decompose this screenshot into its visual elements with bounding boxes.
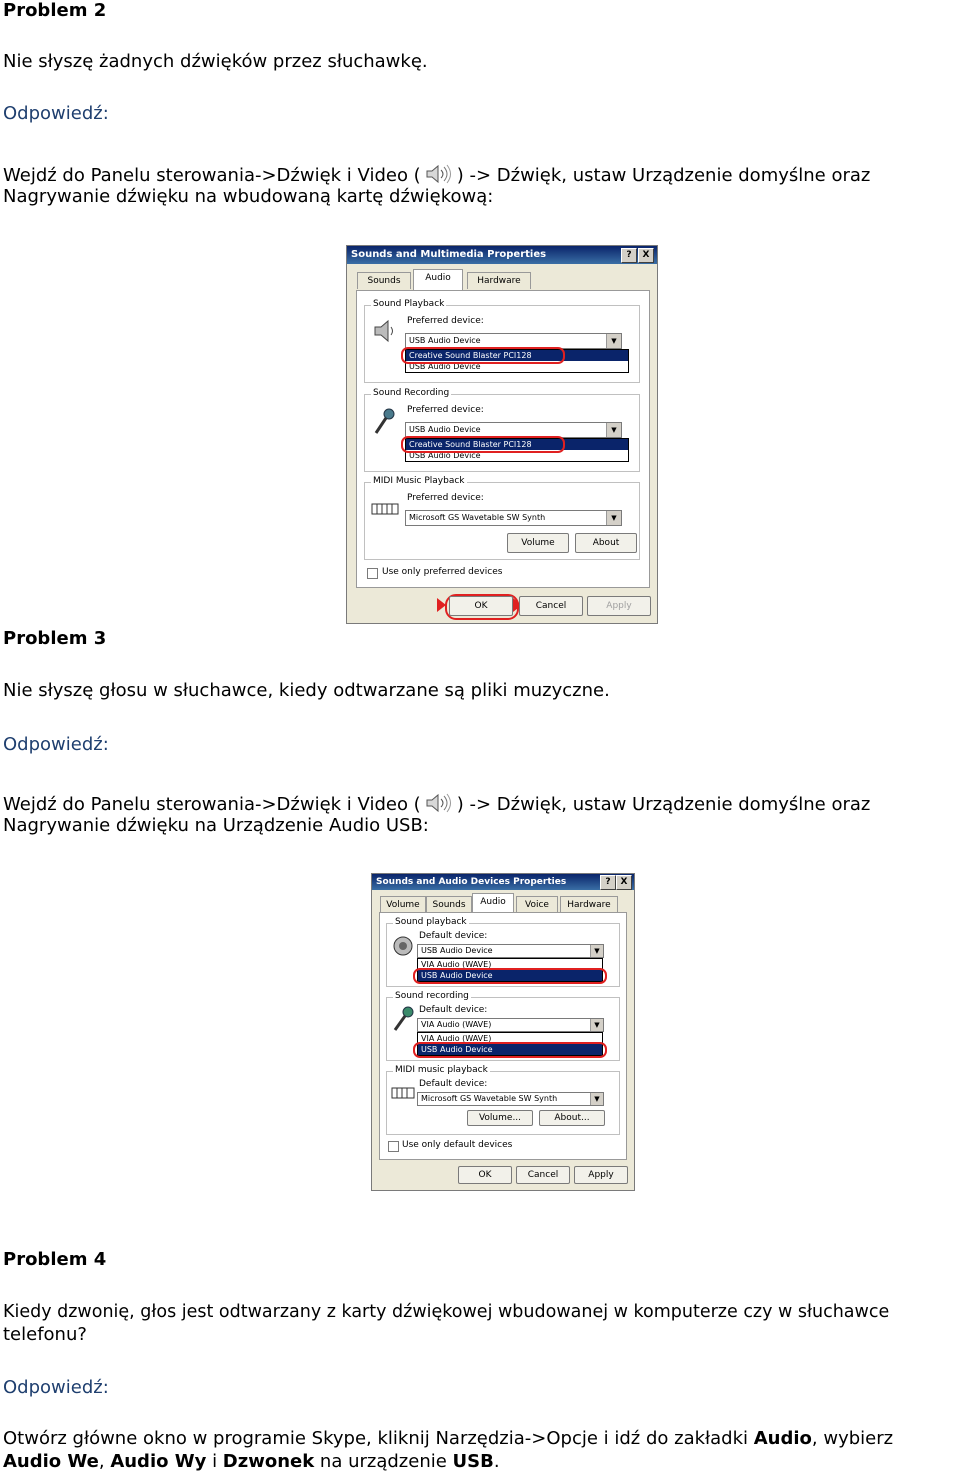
speaker-icon [391,934,415,958]
problem-2-instruction-line-2: Nagrywanie dźwięku na wbudowaną kartę dźwiękową: [3,186,494,207]
keyboard-icon [371,501,399,517]
audio-tab-panel [356,290,650,588]
tab-strip [357,272,647,290]
midi-playback-label: MIDI music playback [395,1065,488,1075]
audio-tab-name: Audio [753,1428,812,1449]
speaker-icon [421,792,457,814]
preferred-device-label: Preferred device: [407,493,484,503]
separator-text: i [206,1451,223,1472]
default-device-label: Default device: [419,931,488,941]
recording-selected: USB Audio Device [409,425,481,434]
separator-text: na urządzenie [314,1451,453,1472]
sound-playback-group [386,917,620,987]
use-only-checkbox[interactable] [388,1141,399,1152]
keyboard-icon [391,1086,415,1100]
close-button[interactable]: X [616,875,632,890]
playback-option[interactable]: Creative Sound Blaster PCI128 [406,350,628,361]
speaker-icon [371,318,397,344]
tab-audio[interactable]: Audio [472,893,514,914]
highlight-ring [413,968,607,984]
tab-hardware[interactable]: Hardware [467,272,531,289]
instruction-text-a: Wejdź do Panelu sterowania->Dźwięk i Video ( [3,165,421,186]
sound-recording-label: Sound recording [395,991,469,1001]
chevron-down-icon[interactable]: ▼ [590,1093,603,1105]
sound-playback-label: Sound playback [395,917,467,927]
volume-button[interactable]: Volume... [467,1110,533,1126]
chevron-down-icon[interactable]: ▼ [606,423,621,437]
preferred-device-label: Preferred device: [407,405,484,415]
playback-selected: USB Audio Device [421,946,493,955]
midi-playback-label: MIDI Music Playback [373,476,465,486]
dialog-title-bar [372,874,634,890]
problem-2-answer-label: Odpowiedź: [3,103,109,124]
apply-button[interactable]: Apply [574,1166,628,1184]
audio-out-name: Audio Wy [110,1451,207,1472]
midi-device-select[interactable] [417,1092,604,1106]
microphone-icon [371,407,397,437]
problem-4-answer-line-1 [3,1428,893,1450]
playback-option[interactable]: VIA Audio (WAVE) [421,960,492,969]
usb-name: USB [452,1451,494,1472]
problem-4-question-line-2: telefonu? [3,1324,87,1345]
ok-button[interactable]: OK [458,1166,512,1184]
chevron-down-icon[interactable]: ▼ [606,511,621,525]
sound-recording-group [364,388,640,472]
midi-playback-group [364,476,640,560]
problem-4-question-line-1: Kiedy dzwonię, głos jest odtwarzany z karty dźwiękowej wbudowanej w komputerze czy w słuchawce [3,1302,890,1322]
instruction-text-b: ) -> Dźwięk, ustaw Urządzenie domyślne oraz [456,165,871,186]
tab-hardware[interactable]: Hardware [560,896,618,913]
recording-option[interactable]: USB Audio Device [418,1044,602,1055]
default-device-label: Default device: [419,1005,488,1015]
close-button[interactable]: X [638,248,654,263]
microphone-icon [391,1006,415,1034]
chevron-down-icon[interactable]: ▼ [606,334,621,348]
dialog-title: Sounds and Audio Devices Properties [376,877,567,887]
ok-button[interactable]: OK [449,596,513,616]
use-only-label: Use only preferred devices [382,567,503,577]
apply-button[interactable]: Apply [587,596,651,616]
use-only-label: Use only default devices [402,1140,513,1150]
cancel-button[interactable]: Cancel [516,1166,570,1184]
problem-3-instruction-line-2: Nagrywanie dźwięku na Urządzenie Audio USB: [3,815,429,836]
problem-2-instruction-line-1 [3,163,870,187]
problem-3-heading: Problem 3 [3,628,107,649]
tab-audio[interactable]: Audio [413,269,463,290]
playback-device-select[interactable] [417,944,604,958]
about-button[interactable]: About [575,533,637,553]
volume-button[interactable]: Volume [507,533,569,553]
recording-option[interactable]: Creative Sound Blaster PCI128 [406,439,628,450]
audio-in-name: Audio We [3,1451,99,1472]
playback-option[interactable]: USB Audio Device [409,362,481,371]
sounds-multimedia-properties-screenshot [346,245,658,624]
highlight-ring [401,347,565,364]
help-button[interactable]: ? [600,875,616,890]
preferred-device-label: Preferred device: [407,316,484,326]
dialog-title: Sounds and Multimedia Properties [351,249,547,260]
problem-3-instruction-line-1 [3,792,870,816]
problem-4-answer-label: Odpowiedź: [3,1377,109,1398]
chevron-down-icon[interactable]: ▼ [590,945,603,957]
sound-playback-label: Sound Playback [373,299,445,309]
answer-text: , wybierz [811,1428,894,1449]
about-button[interactable]: About... [539,1110,605,1126]
midi-selected: Microsoft GS Wavetable SW Synth [421,1094,558,1103]
problem-3-answer-label: Odpowiedź: [3,734,109,755]
sound-playback-group [364,299,640,383]
recording-option[interactable]: USB Audio Device [409,451,481,460]
tab-sounds[interactable]: Sounds [426,896,472,913]
tab-volume[interactable]: Volume [380,896,426,913]
recording-option[interactable]: VIA Audio (WAVE) [421,1034,492,1043]
sounds-audio-devices-properties-screenshot [371,873,635,1191]
problem-2-question: Nie słyszę żadnych dźwięków przez słuchawkę. [3,51,428,72]
midi-selected: Microsoft GS Wavetable SW Synth [409,513,546,522]
problem-2-heading: Problem 2 [3,0,107,21]
recording-device-select[interactable] [417,1018,604,1032]
dialog-title-bar [347,246,657,264]
cancel-button[interactable]: Cancel [519,596,583,616]
default-device-label: Default device: [419,1079,488,1089]
instruction-text-b: ) -> Dźwięk, ustaw Urządzenie domyślne oraz [456,794,871,815]
sound-recording-label: Sound Recording [373,388,450,398]
help-button[interactable]: ? [621,248,637,263]
tab-sounds[interactable]: Sounds [357,272,411,289]
chevron-down-icon[interactable]: ▼ [590,1019,603,1031]
sound-recording-group [386,991,620,1061]
problem-4-answer-line-2 [3,1451,500,1473]
playback-option[interactable]: USB Audio Device [418,970,602,981]
highlight-ring [401,436,565,453]
speaker-icon [421,163,457,185]
playback-selected: USB Audio Device [409,336,481,345]
answer-text: Otwórz główne okno w programie Skype, kliknij Narzędzia->Opcje i idź do zakładki [3,1428,754,1449]
midi-device-select[interactable] [405,510,622,526]
recording-selected: VIA Audio (WAVE) [421,1020,492,1029]
problem-3-question: Nie słyszę głosu w słuchawce, kiedy odtwarzane są pliki muzyczne. [3,680,610,701]
problem-4-heading: Problem 4 [3,1249,107,1270]
tab-voice[interactable]: Voice [516,896,558,913]
audio-tab-panel [379,912,627,1160]
use-only-checkbox[interactable] [367,568,378,579]
ringtone-name: Dzwonek [222,1451,315,1472]
instruction-text-a: Wejdź do Panelu sterowania->Dźwięk i Video ( [3,794,421,815]
midi-playback-group [386,1065,620,1135]
separator-text: , [98,1451,111,1472]
separator-text: . [493,1451,500,1472]
highlight-ring [413,1042,607,1058]
